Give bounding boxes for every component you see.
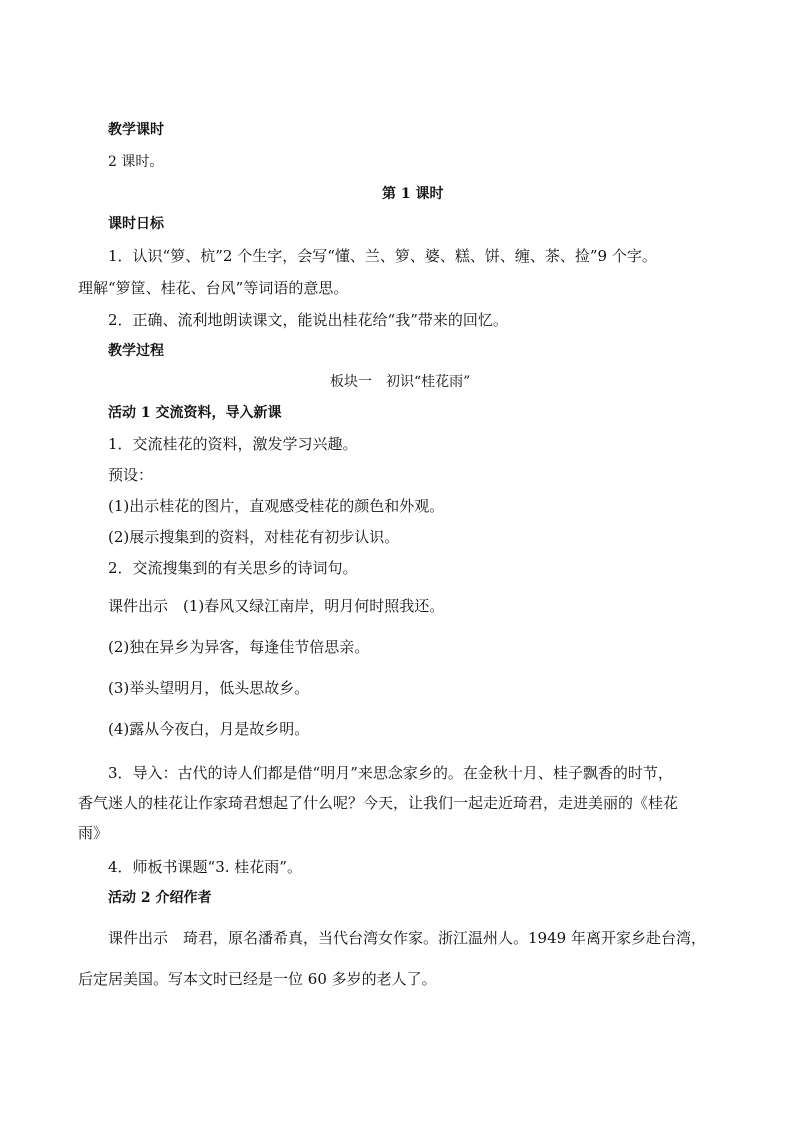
step-4: 4．师板书课题“3. 桂花雨”。 [108,858,302,876]
block-title: 板块一 初识“桂花雨” [330,374,471,390]
lesson-title: 第 1 课时 [382,186,444,202]
step-1: 1．交流桂花的资料，激发学习兴趣。 [108,435,358,453]
section-heading-teaching-hours: 教学课时 [108,122,164,138]
objective-item-1: 1．认识“箩、杭”2 个生字，会写“懂、兰、箩、婆、糕、饼、缠、茶、捡”9 个字。 [108,247,657,265]
section-heading-process: 教学过程 [108,343,164,359]
step-3-intro-cont: 香气迷人的桂花让作家琦君想起了什么呢？今天，让我们一起走近琦君，走进美丽的《桂花 [78,794,679,812]
courseware-poem-1: 课件出示 (1)春风又绿江南岸，明月何时照我还。 [108,597,445,615]
step-2: 2．交流搜集到的有关思乡的诗词句。 [108,559,358,577]
step-3-intro: 3．导入：古代的诗人们都是借“明月”来思念家乡的。在金秋十月、桂子飘香的时节， [108,764,673,782]
poem-3: (3)举头望明月，低头思故乡。 [108,679,310,697]
poem-2: (2)独在异乡为异客，每逢佳节倍思亲。 [108,638,370,656]
activity-2-heading: 活动 2 介绍作者 [108,890,212,906]
objective-item-2: 2．正确、流利地朗读课文，能说出桂花给“我”带来的回忆。 [108,311,508,329]
objective-item-1-cont: 理解“箩筐、桂花、台风”等词语的意思。 [78,279,349,297]
section-heading-objectives: 课时日标 [108,216,164,232]
poem-4: (4)露从今夜白，月是故乡明。 [108,720,310,738]
author-intro-cont: 后定居美国。写本文时已经是一位 60 多岁的老人了。 [78,970,437,988]
paragraph-hours: 2 课时。 [108,154,164,170]
step-3-intro-end: 雨》 [78,824,109,842]
author-intro: 课件出示 琦君，原名潘希真，当代台湾女作家。浙江温州人。1949 年离开家乡赴台湾， [108,929,706,947]
activity-1-heading: 活动 1 交流资料，导入新课 [108,405,282,421]
preset-item-1: (1)出示桂花的图片，直观感受桂花的颜色和外观。 [108,497,445,515]
preset-label: 预设： [108,466,154,484]
preset-item-2: (2)展示搜集到的资料，对桂花有初步认识。 [108,528,400,546]
